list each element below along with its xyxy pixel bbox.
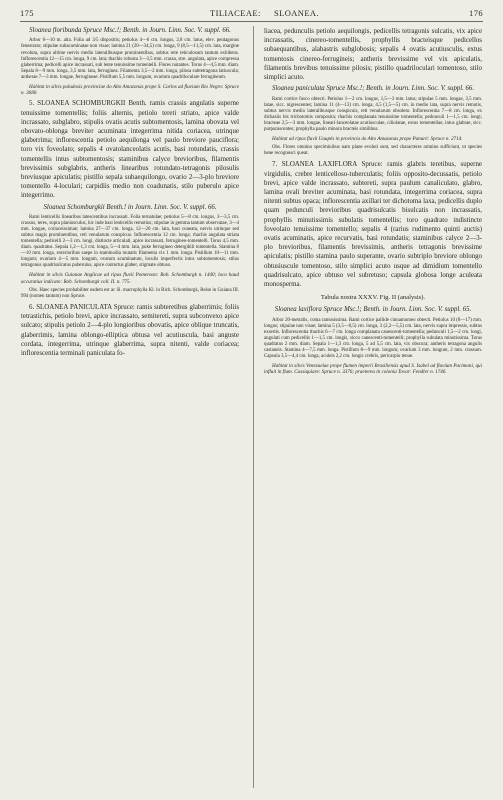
observation-note: Obs. Haec species probabiliter eadem est ac Sl. macrophylla Kl. in Rich. Schomburgk, Reise in Guiana III. 994 (nomen tantum) non Spruce. bbox=[21, 287, 239, 300]
species-description: Arbor 20-metralis, coma ramosissima. Rami cortice pallide cinnamomeo obtecti. Petiolus 10 (8—17) mm. longus; stipulae non visae; lamina 5 (3,5—8,5) cm. longa, 3 (2,2—5,5) cm. lata, nervis supra impressis, subtus exsertis. Inflorescentia thachis 6—7 cm. longa complanata canescenti-tomentella; pedunculi 1,5—2 cm. longi, angulati cum pedicellis 1—1,5 cm. longis, sicco canescenti-tomentelli; prophylla subulata minutissima. Torus quadratus 2 mm. diam. Sepala 1—1,3 cm. longa, 5 ad 5,5 cm. lata, vix obscura; antheris tetragona angulis castaneis. Stamina 4—7,5 mm. longa. Pistillum 8—9 mm. longum; ovarium 3 mm. longum, 2 mm. crassum. Capsula 3,5—4,4 cm. longa, aculeis 2,2 cm. longis crebris, pericarpio tenue. bbox=[264, 317, 482, 359]
header-rule bbox=[20, 21, 483, 22]
reference-citation: Sloanea floribunda Spruce Msc.!; Benth. in Journ. Linn. Soc. V. suppl. 66. bbox=[29, 27, 231, 34]
observation-note: Obs. Flores omnino speciminibus nam plane evoluti sunt, sed characteres omnino sufficiunt, ut species bene recognosci queat. bbox=[264, 145, 482, 157]
plate-reference: Tabula nostra XXXV. Fig. II (analysis). bbox=[320, 294, 426, 302]
genus-heading: SLOANEA. bbox=[274, 8, 319, 18]
reference-citation: Sloanea Schomburgkii Benth.! in Journ. Linn. Soc. V. suppl. 66. bbox=[43, 203, 217, 211]
habitat-note: Habitat in silvis Venezuelae prope flumen imperii Brasiliensis apud S. Isabel ad fluvium Pacimoni, qui influit in flum. Cassiquiare: Spruce n. 3376; praeterea in colonia Tovar: Fendler n. 1746. bbox=[264, 362, 482, 376]
page-number-left: 175 bbox=[20, 8, 34, 18]
species-description: Rami cortice fusco obtecti. Petiolus 1—2 cm. longus, 1,5—3 mm. latus; stipulae 5 mm. longae, 3,5 mm. latae, sicc. nigrescentes; lamina 11 (4—13) cm. longa, 4,5 (1,5—5) cm. in medio lata, supra nervis remotis, subtus nervis medio lateralibusque conspicuis, reti venularum obsoleto. Inflorescentia 7—8 cm. longa, ex dichasiis bis trichotomis composita; rhachis complanata tenuissime tomentella; pedunculi 1—1,5 cm. longi; bracteae 2,5—3 mm. longae, lineari-lanceolatae acutiusculae, ciliolatae, extus tomentellae, intus glabrae, sicc. purpurascentes; prophylla paulo minora bracteis similibus. bbox=[264, 96, 482, 132]
running-header bbox=[20, 8, 483, 22]
species-diagnosis-6: 6. SLOANEA PANICULATA Spruce: ramis subteretibus glaberrimis; foliis tetrastichis, petiolo brevi, apice incrassato, semitereti, supra subconvexo apice sulcato; stipulis petiolo 2—4-plo longioribus obovatis, apice oblique truncatis, glaberrimis, lamina oblongo-elliptica obtusa vel acutiuscula, basi anguste cordata, integerrima, utrinque glaberrima, supra nitenti, valde coriacea; inflorescentia terminali paniculata fo- bbox=[21, 304, 239, 358]
species-description: Arbor 6—10 m. alta. Folia ad 3/5 dispositis; petiolus 4—6 cm. longus, 2,8 cm. latus, elev. pentagonus fenestrato; stipulae subacuminatae non visae; lamina 21 (20—34,5) cm. longa, 9 (8,5—11,5) cm. lata, margine revoluta, supra ultime nervis medio lateralibusque prominentibus, subtus rete reticulosum tantum exhibens. Inflorescentia 12—15 cm. longa, 9 cm. lata; thachis robusta 3—3,5 mm. crassa, stre. angulata, apice compressa glaberrima; pedicelli apice incrassati, sub lente tenuissime tomentelli. Flores nutantes. Torus 4—4,5 mm. diam. Sepala 8—9 mm. longa, 3,5 mm. lata, ferruginea. Filamenta 3,5—2 mm. longa, pilosa subtetragona latiuscula; antherae 7—3 mm. longae, ferrugineae. Pistillum 5,5 mm. longum, ovarium quadriloculare ferrugineum. bbox=[21, 38, 239, 80]
family-heading: TILIACEAE: bbox=[210, 8, 261, 18]
right-column bbox=[264, 27, 482, 792]
habitat-note: Habitat in silvis paludosis provinciae do Alto Amazonas prope S. Carlos ad fluvium Rio Negro: Spruce n. 3680. bbox=[21, 83, 239, 97]
species-diagnosis-5: 5. SLOANEA SCHOMBURGKII Benth. ramis crassis angulatis superne tenuissime tomentellis; foliis alternis, petiolo tereti striato, apice valde incrassato, subglabro, stipulis ovatis acutis subtomentosis, lamina obovata vel obovato-oblonga breviter acuminata integerrima nitida coriacea, utrinque glaberrima; inflorescentia petiolo aequilonga vel paulo breviore pauciflora; toro vix foveolato; sepalis 4 ovatolanceolatis acutis, basi rotundatis, crassis tomentellis intus subtomentosis; staminibus calyce brevioribus, filamentis brevissimis subglabris, antheris linearibus rotundato-tetragonis pilosulis breviusque apiculatis; pistillo sepala subaequilongo, ovario 2—3-plo breviore tomentello 4-loculari; carpidiis medio non coadunatis, stilo puberulo apice integerrimo. bbox=[21, 100, 239, 200]
reference-citation: Sloanea laxiflora Spruce Msc.!; Benth. in Journ. Linn. Soc. V. suppl. 65. bbox=[274, 306, 472, 314]
species-description: Rami lenticellis linearibus latescentibus incrassati. Folia ternatulae; petiolus 5—8 cm. longus, 3—3,5 cm. crassus, teres, supra planiusculus, hic inde basi lenticellis remotius; stipulae in gemma tantum observatae, 3—4 mm. longae, coriaceissimae; lamina 27—37 cm. longa, 12—20 cm. lata, basi cuneata, nervis utrinque sed subtus magis prominentibus, reti venularum conspicuo. Inflorescentia 12 cm. longa; rhachis angulata striata tomentella; pedicelli 2—3 cm. longi, distincte articulati, apice incrassati, ferrugineo-tomentelli. Torus 4,5 mm. diam. quadratus. Sepala 1,2—1,3 cm. longa, 5—4 mm. lata, puke ferrugineo detergibili tomentella. Stamina 8—10 mm. longa, exterioribus saepe in staminodia mutatis filamenta vix 1 mm. longa. Pistillum 10—11 mm. longum; ovarium 4—5 mm. longum, ovatum acuminatum, loculis imperfectis intus subtomentosis; stilus tetragonus quadrisulcatus puberulus, apice contortus glaber, stigmate obtuso. bbox=[21, 214, 239, 269]
habitat-note: Habitat in silvis Guianae Anglicae ad ripas fluvii Pomeroon: Rob. Schomburgk n. 1440; loco haud accuratius indicato: Rob. Schomburgk coll. II. n. 775. bbox=[21, 272, 239, 285]
column-divider bbox=[253, 26, 254, 788]
page-number-right: 176 bbox=[469, 8, 483, 18]
reference-citation: Sloanea paniculata Spruce Msc.!; Benth. in Journ. Linn. Soc. V. suppl. 66. bbox=[271, 85, 475, 93]
species-diagnosis-7: 7. SLOANEA LAXIFLORA Spruce: ramis glabris teretibus, superne virgidulis, crebre lenticelloso-tuberculatis; foliis opposito-decussatis, petiolo brevi, apice valde incrassato, subtereti, supra paulum canaliculato, glabro, lamina ovali breviter acuminata, basi rotundata, integerrima coriacea, supra nitenti subtus opaca; inflorescentia axillari ter dichotoma laxa, pedicellis duplo quam pedunculi brevioribus quadrisulcatis bisulcatis non incrassatis, prophyllis minutissimis subulatis tomentellis; toro quadrato indistincte foveolato tenuissime tomentello; sepalis 4 (rarius rudimento quinti auctis) ovatis acuminatis, apice recurvatis, basi rotundatis; staminibus calyce 2—3-plo brevioribus, filamentis brevissimis, antheris tetragonis brevissime apiculatis; pistillo stamina paulo superante, ovario subtriplo breviore oblongo obtusiuscule tomentoso, stilo simplici acuto usque ad dimidium tomentello quadrisulcato, apice obtuso vel subretuso; capsula globosa longe aculeata monosperma. bbox=[264, 161, 482, 288]
habitat-note: Habitat ad ripas fluvii Uaupés in provincia do Alto Amazonas prope Panuré: Spruce n. 2714. bbox=[272, 135, 463, 142]
left-column bbox=[21, 27, 239, 792]
species-diagnosis-6-continued: liacea, pedunculis petiolo aequilongis, pedicellis tetragonis sulcatis, vix apice incrassatis, cinereo-tomentellis, prophyllis bracteisque pedicellos subaequantibus, alabastris subglobosis; sepalis 4 ovatis acutiusculis, extus tomentosis cinereo-ferrugineis; antheris brevissime vel vix apiculatis, filamentis brevibus tenuissime pilosis; pistillo quadriloculari tomentoso, stilo simplici acuto. bbox=[264, 28, 482, 82]
